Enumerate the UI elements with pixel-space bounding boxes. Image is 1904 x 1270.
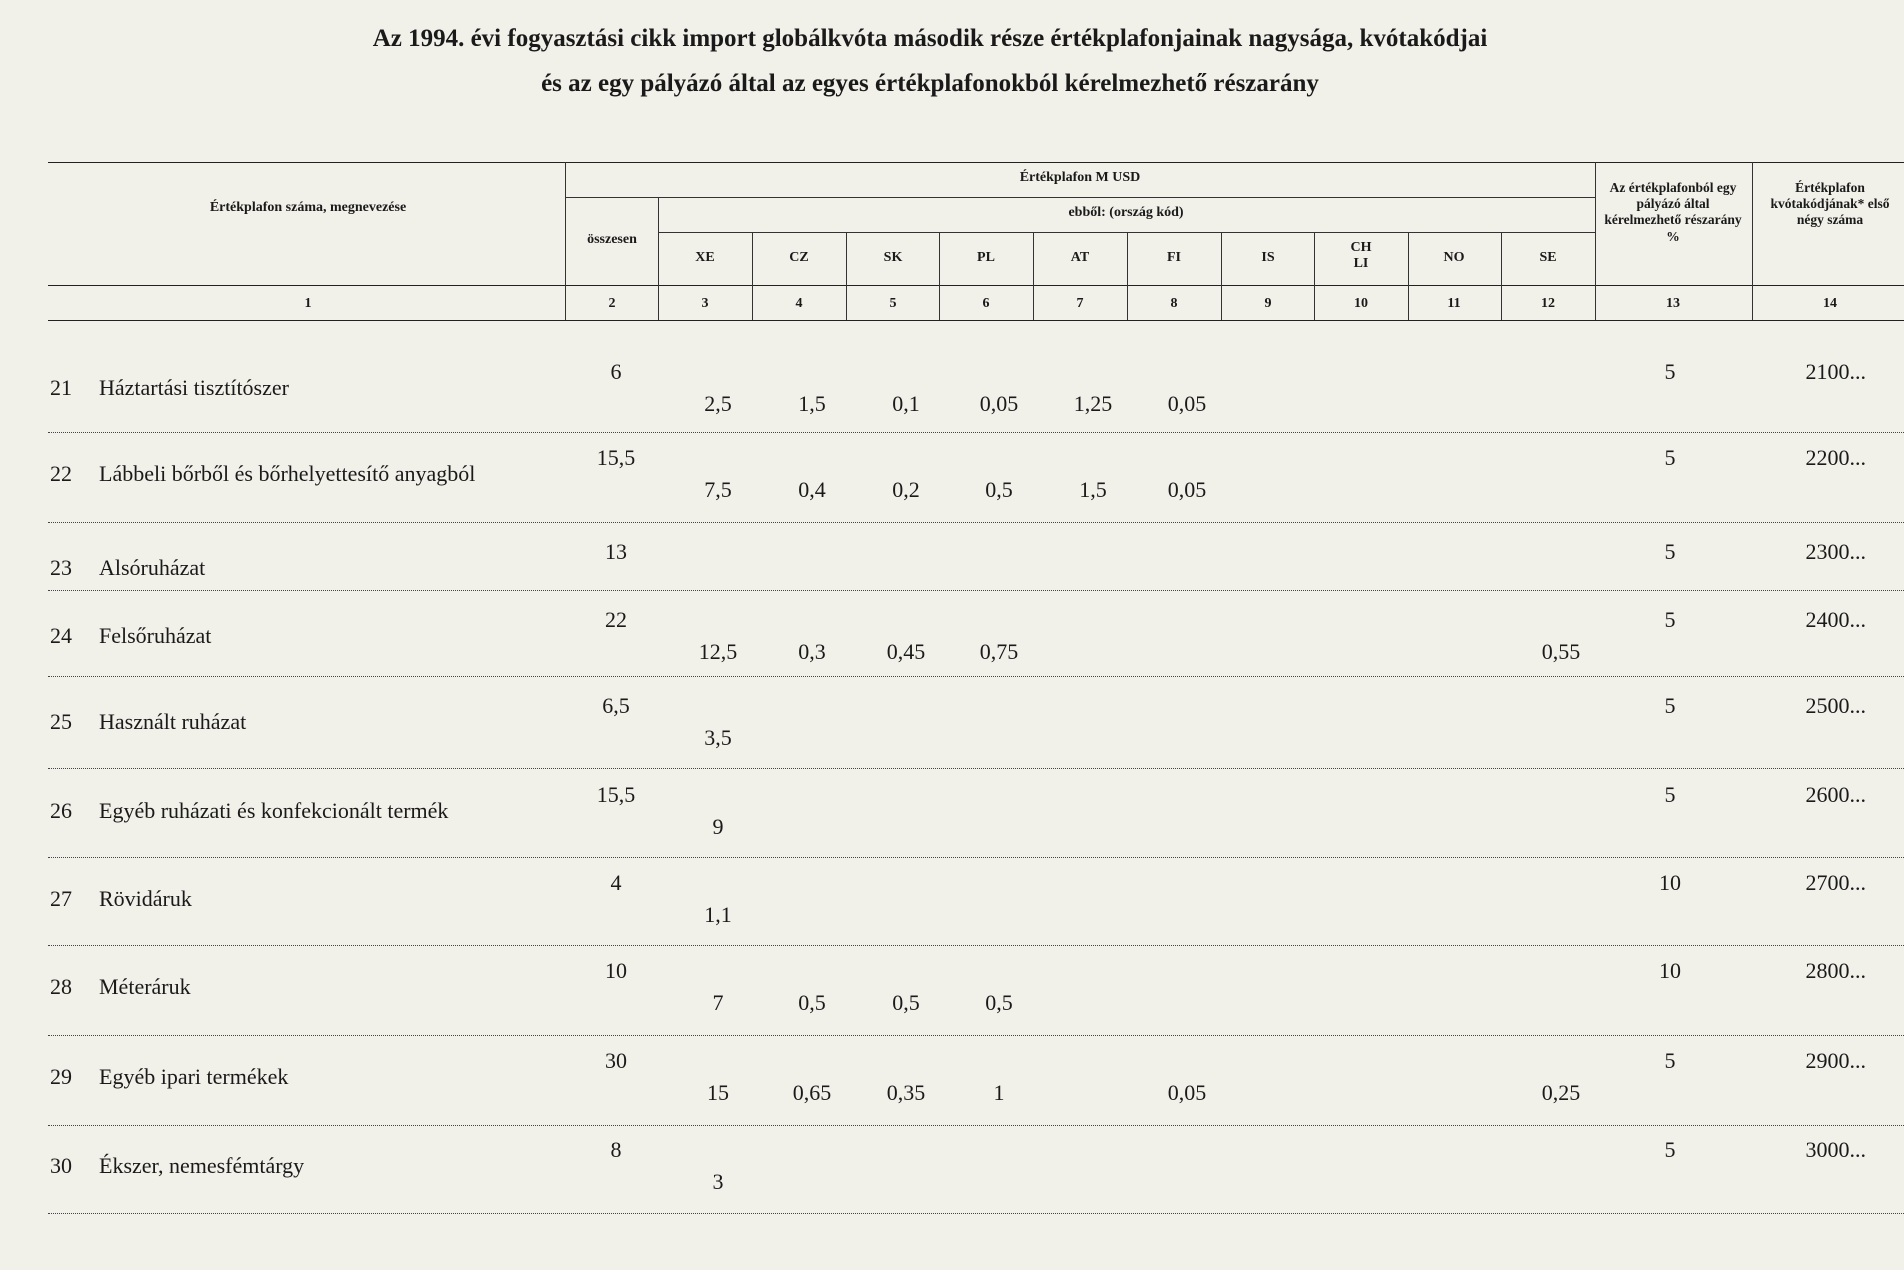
header-column-divider	[846, 232, 847, 320]
country-value: 7,5	[704, 477, 732, 502]
country-code-header: IS	[1261, 250, 1275, 265]
country-value: 9	[712, 814, 724, 839]
country-value: 0,65	[792, 1080, 832, 1105]
country-value: 0,5	[892, 990, 920, 1015]
row-number: 27	[50, 886, 72, 911]
row-name: Rövidáruk	[99, 886, 192, 911]
column-number: 5	[889, 296, 897, 311]
column-number: 3	[701, 296, 709, 311]
row-number: 26	[50, 798, 72, 823]
country-value: 0,45	[886, 639, 926, 664]
country-value: 0,1	[892, 391, 920, 416]
country-code-header: FI	[1167, 250, 1181, 265]
row-separator	[48, 768, 1904, 769]
column-number: 14	[1823, 296, 1837, 311]
country-value: 15	[707, 1080, 729, 1105]
row-share: 5	[1664, 782, 1676, 807]
country-value: 3	[712, 1169, 724, 1194]
document-title-line2: és az egy pályázó által az egyes értékplafonokból kérelmezhető részarány	[541, 70, 1319, 97]
row-total: 10	[605, 958, 627, 983]
country-code-header: SK	[883, 250, 903, 265]
row-quota-code: 2500...	[1805, 693, 1866, 718]
header-subgroup-rule	[658, 232, 1595, 233]
country-value: 7	[712, 990, 724, 1015]
row-number: 24	[50, 623, 72, 648]
header-column-divider	[565, 162, 566, 320]
header-column-divider	[1595, 162, 1596, 320]
row-name: Felsőruházat	[99, 623, 212, 648]
row-total: 13	[605, 539, 627, 564]
row-name: Ékszer, nemesfémtárgy	[99, 1153, 305, 1178]
country-value: 2,5	[704, 391, 732, 416]
country-code-header: XE	[695, 250, 715, 265]
row-share: 5	[1664, 359, 1676, 384]
row-number: 29	[50, 1064, 72, 1089]
country-value: 0,55	[1541, 639, 1581, 664]
row-total: 8	[610, 1137, 622, 1162]
col-label-total: összesen	[587, 232, 637, 247]
column-number: 13	[1666, 296, 1680, 311]
row-separator	[48, 1035, 1904, 1036]
column-number: 4	[795, 296, 803, 311]
row-separator	[48, 676, 1904, 677]
country-value: 0,5	[798, 990, 826, 1015]
row-number: 21	[50, 375, 72, 400]
header-column-divider	[1501, 232, 1502, 320]
country-value: 1,25	[1073, 391, 1113, 416]
country-code-header: SE	[1539, 250, 1557, 265]
row-share: 10	[1659, 870, 1681, 895]
row-quota-code: 2900...	[1805, 1048, 1866, 1073]
country-value: 1,5	[798, 391, 826, 416]
country-value: 1,1	[704, 902, 732, 927]
row-separator	[48, 857, 1904, 858]
country-value: 0,05	[1167, 477, 1207, 502]
col-label-code: Értékplafon kvótakódjának* első négy száma	[1770, 180, 1890, 228]
row-separator	[48, 522, 1904, 523]
country-value: 0,05	[979, 391, 1019, 416]
row-number: 28	[50, 974, 72, 999]
row-quota-code: 2600...	[1805, 782, 1866, 807]
column-number: 11	[1447, 296, 1461, 311]
row-total: 22	[605, 607, 627, 632]
column-number: 2	[608, 296, 616, 311]
column-number: 12	[1541, 296, 1555, 311]
column-number: 9	[1264, 296, 1272, 311]
row-separator	[48, 945, 1904, 946]
row-separator	[48, 1213, 1904, 1214]
column-number: 7	[1076, 296, 1084, 311]
row-share: 5	[1664, 693, 1676, 718]
row-total: 15,5	[596, 782, 636, 807]
header-column-divider	[1408, 232, 1409, 320]
country-value: 0,5	[985, 477, 1013, 502]
country-code-header: PL	[977, 250, 995, 265]
row-number: 30	[50, 1153, 72, 1178]
subgroup-label: ebből: (ország kód)	[1068, 205, 1184, 220]
row-quota-code: 2800...	[1805, 958, 1866, 983]
document-title-line1: Az 1994. évi fogyasztási cikk import globálkvóta második része értékplafonjainak nagysága, kvótakódjai	[372, 25, 1488, 52]
country-value: 0,4	[798, 477, 826, 502]
country-code-header: CH LI	[1350, 240, 1372, 272]
row-total: 30	[605, 1048, 627, 1073]
country-code-header: AT	[1070, 250, 1090, 265]
header-column-divider	[1221, 232, 1222, 320]
row-name: Alsóruházat	[99, 555, 206, 580]
row-quota-code: 3000...	[1805, 1137, 1866, 1162]
col-label-name: Értékplafon száma, megnevezése	[209, 200, 407, 215]
header-column-divider	[939, 232, 940, 320]
row-name: Egyéb ruházati és konfekcionált termék	[99, 798, 449, 823]
header-column-divider	[1127, 232, 1128, 320]
header-column-divider	[752, 232, 753, 320]
country-code-header: NO	[1443, 250, 1465, 265]
row-share: 10	[1659, 958, 1681, 983]
country-code-header: CZ	[789, 250, 809, 265]
row-share: 5	[1664, 445, 1676, 470]
row-separator	[48, 432, 1904, 433]
header-column-divider	[658, 197, 659, 320]
row-separator	[48, 590, 1904, 591]
group-label: Értékplafon M USD	[1019, 170, 1141, 185]
country-value: 0,5	[985, 990, 1013, 1015]
country-value: 0,2	[892, 477, 920, 502]
country-value: 12,5	[698, 639, 738, 664]
header-group-rule	[565, 197, 1595, 198]
row-name: Egyéb ipari termékek	[99, 1064, 289, 1089]
header-colnum-rule	[48, 285, 1904, 286]
row-number: 23	[50, 555, 72, 580]
row-share: 5	[1664, 1048, 1676, 1073]
column-number: 10	[1354, 296, 1368, 311]
row-number: 25	[50, 709, 72, 734]
country-value: 0,75	[979, 639, 1019, 664]
row-total: 6,5	[602, 693, 630, 718]
country-value: 0,3	[798, 639, 826, 664]
row-number: 22	[50, 461, 72, 486]
row-share: 5	[1664, 539, 1676, 564]
row-quota-code: 2700...	[1805, 870, 1866, 895]
header-column-divider	[1752, 162, 1753, 320]
country-value: 0,05	[1167, 391, 1207, 416]
header-bottom-rule	[48, 320, 1904, 321]
country-value: 3,5	[704, 725, 732, 750]
header-column-divider	[1033, 232, 1034, 320]
row-quota-code: 2100...	[1805, 359, 1866, 384]
col-label-share: Az értékplafonból egy pályázó által kérelmezhető részarány %	[1604, 180, 1742, 244]
country-value: 0,25	[1541, 1080, 1581, 1105]
row-total: 15,5	[596, 445, 636, 470]
row-quota-code: 2200...	[1805, 445, 1866, 470]
column-number: 1	[304, 296, 312, 311]
header-column-divider	[1314, 232, 1315, 320]
row-name: Lábbeli bőrből és bőrhelyettesítő anyagból	[99, 461, 476, 486]
column-number: 8	[1170, 296, 1178, 311]
row-quota-code: 2400...	[1805, 607, 1866, 632]
country-value: 1,5	[1079, 477, 1107, 502]
row-share: 5	[1664, 607, 1676, 632]
row-total: 6	[610, 359, 622, 384]
row-name: Méteráruk	[99, 974, 191, 999]
row-quota-code: 2300...	[1805, 539, 1866, 564]
column-number: 6	[982, 296, 990, 311]
row-share: 5	[1664, 1137, 1676, 1162]
row-name: Háztartási tisztítószer	[99, 375, 289, 400]
country-value: 1	[993, 1080, 1005, 1105]
row-separator	[48, 1125, 1904, 1126]
country-value: 0,35	[886, 1080, 926, 1105]
country-value: 0,05	[1167, 1080, 1207, 1105]
row-name: Használt ruházat	[99, 709, 247, 734]
row-total: 4	[610, 870, 622, 895]
header-top-rule	[48, 162, 1904, 163]
